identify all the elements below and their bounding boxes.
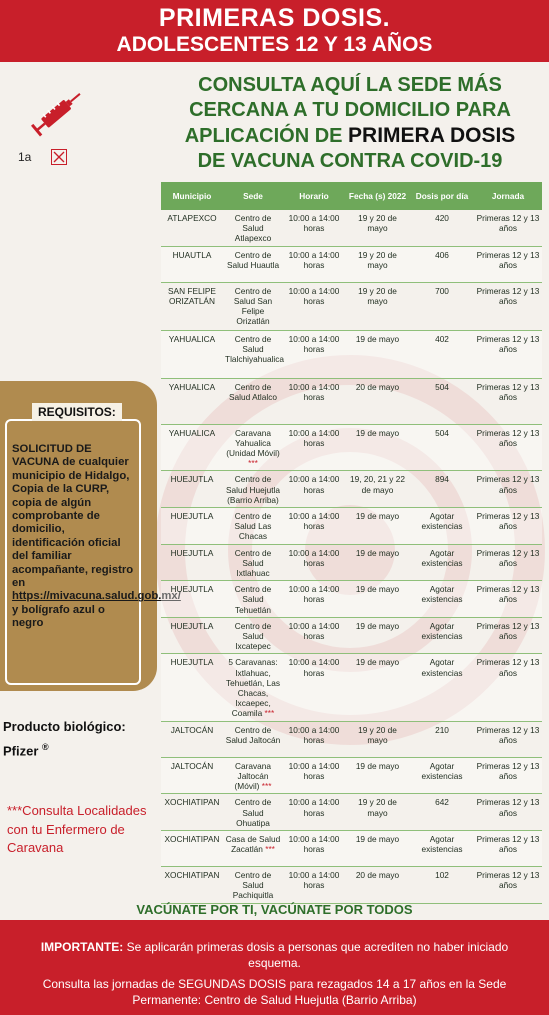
cell-fecha [345,654,410,721]
fecha-text: 19 y 20 de mayo [358,724,397,745]
cell-dosis [410,794,474,831]
jornada-text: Primeras 12 y 13 años [476,474,540,495]
horario-text: 10:00 a 14:00 horas [288,620,340,642]
sede-text: Centro de Salud Las Chacas [234,511,272,542]
cell-fecha [345,508,410,545]
municipio-text: YAHUALICA [168,381,216,392]
municipio-text: XOCHIATIPAN [164,869,220,880]
cell-fecha [345,210,410,246]
headline-part3: DE VACUNA CONTRA COVID-19 [197,150,503,172]
cell-dosis [410,866,474,903]
headline-part1: CONSULTA AQUÍ LA SEDE MÁS CERCANA A TU DOMICILIO PARA APLICACIÓN DE [184,74,511,147]
cell-sede [223,282,283,330]
jornada-text: Primeras 12 y 13 años [476,657,540,678]
col-header: Municipio [161,182,223,210]
cell-horario [283,508,345,545]
cell-sede [223,757,283,794]
cell-jornada [474,721,542,757]
municipio-text: XOCHIATIPAN [164,833,220,844]
cell-jornada [474,794,542,831]
cell-municipio [161,544,223,581]
jornada-text: Primeras 12 y 13 años [476,427,540,448]
cell-jornada [474,617,542,654]
jornada-text: Primeras 12 y 13 años [476,285,540,306]
fecha-text: 19 de mayo [355,620,400,631]
municipio-text: HUAUTLA [172,249,212,260]
fecha-text: 19 y 20 de mayo [358,285,397,306]
cell-dosis [410,544,474,581]
caravana-star: *** [264,708,275,719]
syringe-icon [28,86,90,142]
dosis-text: 102 [435,869,449,880]
cell-horario [283,581,345,618]
cell-dosis [410,424,474,471]
col-header: Dosis por día [410,182,474,210]
cell-sede [223,210,283,246]
fecha-text: 20 de mayo [355,381,400,392]
municipio-text: HUEJUTLA [170,474,214,485]
registro-link[interactable]: https://mivacuna.salud.gob.mx/ [12,590,181,603]
cell-fecha [345,378,410,424]
cell-municipio [161,617,223,654]
requisitos-text: SOLICITUD DE VACUNA de cualquier municipio de Hidalgo, Copia de la CURP, copia de algún comprobante de domicilio, identificación oficial del familiar acompañante, registro en [12,443,134,590]
dosis-text: 642 [435,797,449,808]
horario-text: 10:00 a 14:00 horas [288,333,340,354]
sede-text: Centro de Salud Jaltocán [225,724,281,745]
dose-checkbox [51,149,67,165]
footer-second: Consulta las jornadas de SEGUNDAS DOSIS para rezagados 14 a 17 años en la Sede Permanente: Centro de Salud Huejutla (Barrio Arriba) [42,977,507,1007]
horario-text: 10:00 a 14:00 horas [288,584,340,605]
cell-jornada [474,654,542,721]
cell-fecha [345,471,410,508]
horario-text: 10:00 a 14:00 horas [288,833,340,855]
cell-horario [283,471,345,508]
fecha-text: 20 de mayo [355,869,400,880]
slogan: VACÚNATE POR TI, VACÚNATE POR TODOS [136,902,413,917]
municipio-text: JALTOCÁN [170,724,214,735]
headline [160,73,540,174]
horario-text: 10:00 a 14:00 horas [288,547,340,568]
cell-municipio [161,830,223,866]
table-row [161,246,542,282]
horario-text: 10:00 a 14:00 horas [288,760,340,781]
cell-municipio [161,757,223,794]
producto-label: Producto biológico: [3,719,126,734]
municipio-text: ATLAPEXCO [167,213,217,223]
municipio-text: JALTOCÁN [170,760,214,771]
importante-text: Se aplicarán primeras dosis a personas que acrediten no haber iniciado esquema. [123,940,509,970]
cell-fecha [345,721,410,757]
sede-text: 5 Caravanas: Ixtlahuac, Tehuetlán, Las Chacas, Ixcaepec, Coamila [226,657,280,719]
cell-fecha [345,330,410,378]
cell-sede [223,581,283,618]
table-row [161,654,542,721]
sede-text: Centro de Salud Huejutla (Barrio Arriba) [226,474,280,505]
caravana-star: *** [265,844,275,855]
dosis-text: 402 [435,333,449,344]
fecha-text: 19 y 20 de mayo [358,797,397,818]
dose-label: 1a [18,150,32,164]
jornada-text: Primeras 12 y 13 años [476,620,540,642]
cell-sede [223,471,283,508]
horario-text: 10:00 a 14:00 horas [288,797,340,818]
table-row [161,866,542,903]
fecha-text: 19 y 20 de mayo [358,249,397,270]
horario-text: 10:00 a 14:00 horas [288,869,340,891]
jornada-text: Primeras 12 y 13 años [476,249,540,270]
jornada-text: Primeras 12 y 13 años [476,547,540,568]
cell-jornada [474,210,542,246]
table-row [161,721,542,757]
requisitos-panel [0,381,181,691]
cell-sede [223,544,283,581]
cell-jornada [474,330,542,378]
cell-jornada [474,866,542,903]
fecha-text: 19 de mayo [355,760,400,771]
jornada-text: Primeras 12 y 13 años [476,381,540,402]
cell-municipio [161,246,223,282]
cell-municipio [161,794,223,831]
fecha-text: 19, 20, 21 y 22 de mayo [350,474,405,495]
cell-horario [283,866,345,903]
header-banner [0,0,549,62]
cell-horario [283,330,345,378]
cell-horario [283,721,345,757]
sede-text: Centro de Salud San Felipe Orizatlán [233,285,273,327]
horario-text: 10:00 a 14:00 horas [288,381,340,402]
horario-text: 10:00 a 14:00 horas [288,285,340,306]
cell-horario [283,617,345,654]
dosis-text: 210 [435,724,449,735]
cell-dosis [410,471,474,508]
sede-text: Centro de Salud Tlalchiyahualica [225,333,285,365]
dosis-text: 420 [435,213,449,223]
table-header-row [161,182,542,210]
cell-dosis [410,721,474,757]
table-row [161,378,542,424]
fecha-text: 19 de mayo [355,657,400,668]
sede-text: Centro de Salud Atlalco [229,381,277,402]
producto-value: Pfizer [3,743,39,759]
cell-sede [223,378,283,424]
sede-text: Centro de Salud Huautla [226,249,280,270]
cell-jornada [474,830,542,866]
cell-horario [283,830,345,866]
fecha-text: 19 de mayo [355,427,400,438]
cell-horario [283,654,345,721]
headline-part2: PRIMERA DOSIS [348,124,516,147]
cell-sede [223,246,283,282]
cell-dosis [410,830,474,866]
jornada-text: Primeras 12 y 13 años [476,511,540,532]
footer-importante [0,920,549,971]
fecha-text: 19 y 20 de mayo [358,213,397,234]
cell-municipio [161,508,223,545]
cell-jornada [474,246,542,282]
jornada-text: Primeras 12 y 13 años [476,760,540,781]
requisitos-text-end: y bolígrafo azul o negro [12,603,105,630]
horario-text: 10:00 a 14:00 horas [288,657,340,678]
cell-fecha [345,424,410,471]
horario-text: 10:00 a 14:00 horas [288,511,340,532]
cell-dosis [410,246,474,282]
cell-dosis [410,508,474,545]
cell-jornada [474,544,542,581]
consulta-note: ***Consulta Localidades con tu Enfermero de Caravana [7,803,147,855]
cell-sede [223,866,283,903]
horario-text: 10:00 a 14:00 horas [288,724,340,745]
caravana-star: *** [248,458,258,469]
cell-sede [223,794,283,831]
fecha-text: 19 de mayo [355,333,400,344]
dosis-text: Agotar existencias [421,657,463,678]
cell-fecha [345,794,410,831]
cell-jornada [474,424,542,471]
col-header: Jornada [474,182,542,210]
cell-dosis [410,378,474,424]
cell-horario [283,424,345,471]
cell-jornada [474,378,542,424]
cell-horario [283,757,345,794]
cell-municipio [161,330,223,378]
sede-text: Centro de Salud Pachiquitla [232,869,274,901]
fecha-text: 19 de mayo [355,547,400,558]
cell-dosis [410,581,474,618]
x-mark-icon [52,150,66,164]
municipio-text: HUEJUTLA [170,547,214,558]
sede-text: Centro de Salud Ixcatepec [234,620,272,652]
dosis-text: Agotar existencias [421,833,463,855]
municipio-text: YAHUALICA [168,427,216,438]
cell-municipio [161,471,223,508]
cell-horario [283,282,345,330]
table-row [161,617,542,654]
sede-text: Caravana Jaltocán (Móvil) [234,760,271,792]
table-row [161,544,542,581]
header-title: PRIMERAS DOSIS. [158,4,391,32]
jornada-text: Primeras 12 y 13 años [476,213,540,234]
municipio-text: HUEJUTLA [170,657,214,668]
cell-dosis [410,654,474,721]
cell-municipio [161,581,223,618]
cell-jornada [474,282,542,330]
cell-municipio [161,378,223,424]
col-header: Sede [223,182,283,210]
table-row [161,424,542,471]
fecha-text: 19 de mayo [355,511,400,522]
jornada-text: Primeras 12 y 13 años [476,724,540,745]
municipio-text: SAN FELIPE ORIZATLÁN [168,285,216,306]
cell-municipio [161,866,223,903]
sede-text: Centro de Salud Ohuatipa [234,797,272,828]
horario-text: 10:00 a 14:00 horas [288,474,340,495]
table-row [161,757,542,794]
jornada-text: Primeras 12 y 13 años [476,797,540,818]
municipio-text: YAHUALICA [168,333,216,344]
dosis-text: 504 [435,427,449,438]
municipio-text: HUEJUTLA [170,511,214,522]
cell-horario [283,210,345,246]
cell-jornada [474,471,542,508]
requisitos-body [12,443,181,631]
cell-fecha [345,866,410,903]
registered-mark: ® [42,742,49,752]
sede-text: Caravana Yahualica (Unidad Móvil) [226,427,280,459]
cell-sede [223,654,283,721]
horario-text: 10:00 a 14:00 horas [288,249,340,270]
cell-municipio [161,424,223,471]
cell-sede [223,830,283,866]
cell-sede [223,330,283,378]
table-row [161,282,542,330]
jornada-text: Primeras 12 y 13 años [476,333,540,354]
cell-fecha [345,246,410,282]
sede-text: Casa de Salud Zacatlán [225,833,281,855]
cell-horario [283,246,345,282]
fecha-text: 19 de mayo [355,584,400,595]
cell-municipio [161,210,223,246]
table-row [161,508,542,545]
dosis-text: Agotar existencias [421,547,463,568]
cell-horario [283,544,345,581]
dosis-text: Agotar existencias [421,620,463,642]
cell-sede [223,508,283,545]
cell-fecha [345,617,410,654]
municipio-text: XOCHIATIPAN [164,797,220,808]
cell-municipio [161,721,223,757]
header-subtitle: ADOLESCENTES 12 Y 13 AÑOS [116,33,433,56]
municipio-text: HUEJUTLA [170,620,214,631]
cell-dosis [410,282,474,330]
requisitos-title: REQUISITOS: [32,403,122,421]
cell-horario [283,794,345,831]
municipio-text: HUEJUTLA [170,584,214,595]
col-header: Fecha (s) 2022 [345,182,410,210]
cell-fecha [345,581,410,618]
cell-fecha [345,830,410,866]
cell-horario [283,378,345,424]
cell-municipio [161,282,223,330]
cell-jornada [474,757,542,794]
jornada-text: Primeras 12 y 13 años [476,833,540,855]
caravana-star: *** [261,781,272,792]
table-row [161,581,542,618]
horario-text: 10:00 a 14:00 horas [288,213,340,234]
cell-fecha [345,757,410,794]
footer-banner [0,920,549,1015]
cell-dosis [410,210,474,246]
cell-fecha [345,282,410,330]
dosis-text: Agotar existencias [421,511,463,532]
sede-text: Centro de Salud Ixtlahuac [234,547,272,579]
cell-jornada [474,581,542,618]
table-body [161,210,542,903]
dosis-text: 700 [435,285,449,296]
table-row [161,210,542,246]
cell-sede [223,424,283,471]
dosis-text: 504 [435,381,449,392]
table-row [161,830,542,866]
table-row [161,794,542,831]
table-row [161,330,542,378]
col-header: Horario [283,182,345,210]
sede-text: Centro de Salud Atlapexco [234,213,272,244]
jornada-text: Primeras 12 y 13 años [476,584,540,605]
producto-biologico [3,717,126,761]
table-row [161,471,542,508]
sede-text: Centro de Salud Tehuetlán [234,584,272,615]
importante-label: IMPORTANTE: [40,940,124,954]
schedule-table [161,182,542,904]
fecha-text: 19 de mayo [355,833,400,844]
cell-sede [223,617,283,654]
horario-text: 10:00 a 14:00 horas [288,427,340,448]
cell-dosis [410,757,474,794]
cell-fecha [345,544,410,581]
dosis-text: 406 [435,249,449,260]
jornada-text: Primeras 12 y 13 años [476,869,540,891]
cell-municipio [161,654,223,721]
cell-dosis [410,330,474,378]
cell-sede [223,721,283,757]
cell-jornada [474,508,542,545]
dosis-text: 894 [435,474,449,485]
cell-dosis [410,617,474,654]
dosis-text: Agotar existencias [421,760,463,781]
dosis-text: Agotar existencias [421,584,463,605]
